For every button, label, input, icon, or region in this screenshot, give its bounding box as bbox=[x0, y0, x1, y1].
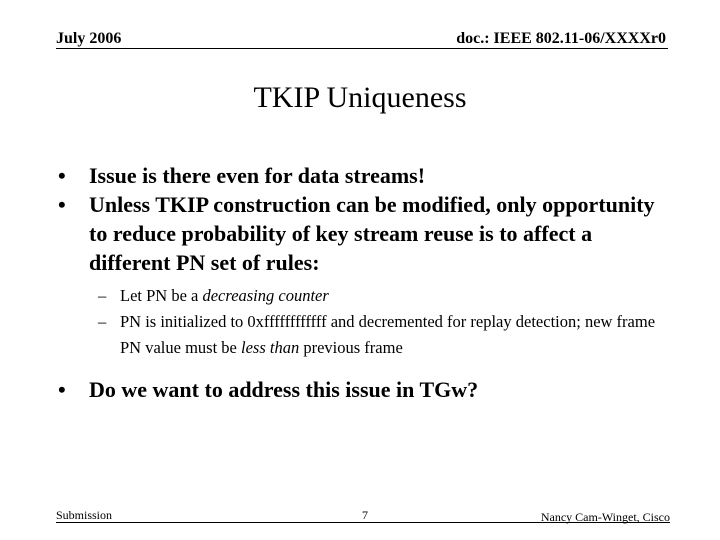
sub-bullet-text-end: previous frame bbox=[299, 338, 403, 357]
sub-bullet-item bbox=[98, 283, 678, 309]
header-doc-id: doc.: IEEE 802.11-06/XXXXr0 bbox=[456, 30, 666, 47]
bullet-item bbox=[58, 161, 678, 190]
sub-bullet-text: PN is initialized to 0xffffffffffff and decremented for replay detection; new frame PN value must be bbox=[120, 312, 656, 357]
sub-bullet-item bbox=[98, 309, 678, 361]
sub-bullet-text: Let PN be a bbox=[120, 286, 203, 305]
sub-bullet-emphasis: decreasing counter bbox=[202, 286, 329, 305]
bullet-text: Do we want to address this issue in TGw? bbox=[89, 377, 479, 402]
sub-bullet-emphasis: less than bbox=[241, 338, 300, 357]
sub-bullet-marker: – bbox=[98, 286, 107, 305]
bullet-item bbox=[58, 375, 678, 404]
sub-bullet-list bbox=[98, 283, 678, 361]
footer-author: Nancy Cam-Winget, Cisco bbox=[540, 510, 670, 524]
bullet-marker: • bbox=[58, 377, 66, 402]
bullet-item bbox=[58, 190, 678, 277]
slide-body bbox=[58, 161, 678, 404]
bullet-marker: • bbox=[58, 163, 66, 188]
header-rule bbox=[56, 48, 668, 49]
footer-submission: Submission bbox=[56, 508, 113, 522]
sub-bullet-marker: – bbox=[98, 312, 107, 331]
footer-page-number: 7 bbox=[362, 508, 368, 522]
bullet-text: Unless TKIP construction can be modified, only opportunity to reduce probability of key stream reuse is to affect a different PN set of rules: bbox=[89, 192, 655, 275]
bullet-text: Issue is there even for data streams! bbox=[89, 163, 426, 188]
footer-rule bbox=[56, 522, 670, 523]
slide-title: TKIP Uniqueness bbox=[253, 81, 467, 114]
bullet-marker: • bbox=[58, 192, 66, 217]
header-date: July 2006 bbox=[56, 30, 122, 47]
